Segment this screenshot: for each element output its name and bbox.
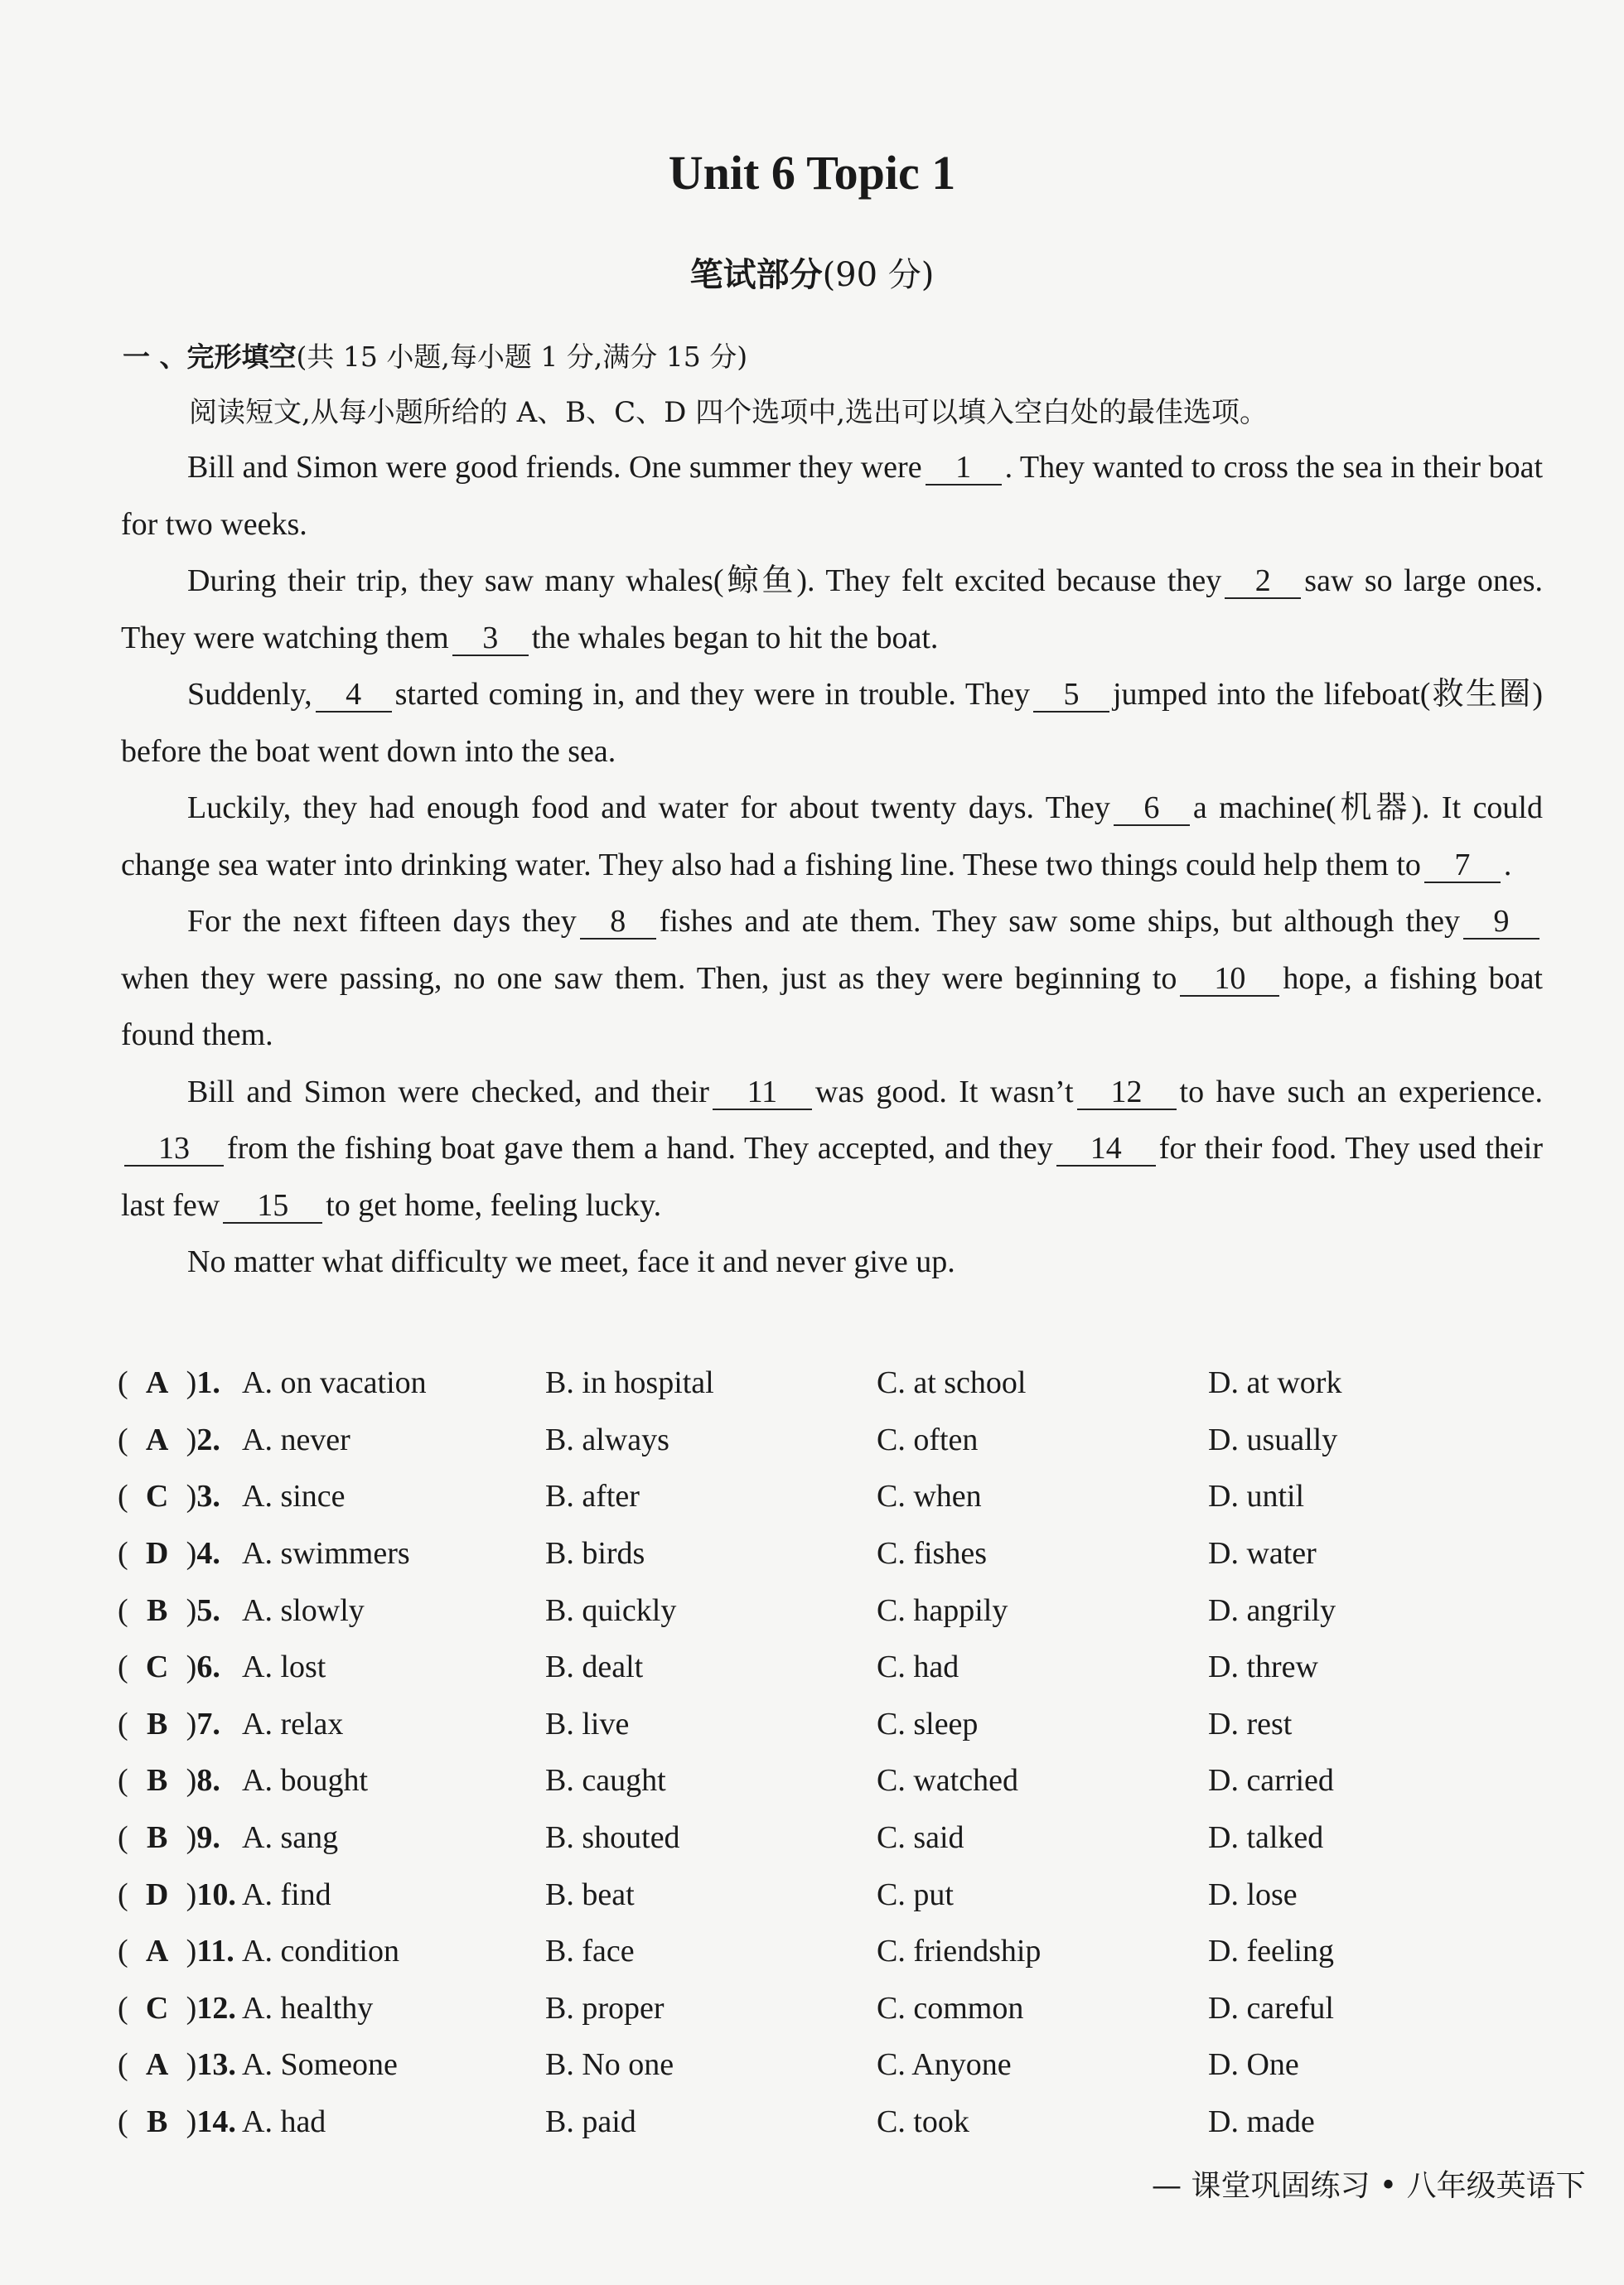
subtitle-main: 笔试部分	[689, 255, 823, 294]
blank-4: 4	[316, 678, 392, 713]
option-a: A. bought	[242, 1763, 368, 1799]
paragraph-4	[121, 780, 1543, 893]
option-c: C. happily	[877, 1592, 1008, 1628]
option-c: C. Anyone	[877, 2047, 1012, 2083]
passage-text: jumped into the lifeboat(救生圈) before the boat went down into the sea.	[121, 677, 1543, 769]
option-c: C. often	[877, 1422, 979, 1457]
page-title: Unit 6 Topic 1	[668, 146, 956, 200]
answer-letter: B	[146, 1820, 168, 1856]
cloze-passage	[121, 439, 1543, 1291]
cloze-section-header	[123, 336, 747, 374]
answer-options	[118, 1355, 1559, 2150]
option-a: A. healthy	[242, 1990, 374, 2026]
answer-letter: C	[145, 1990, 169, 2026]
option-b: B. face	[545, 1934, 635, 1969]
blank-3: 3	[452, 621, 529, 656]
option-b: B. proper	[545, 1990, 665, 2026]
option-b: B. paid	[545, 2104, 636, 2140]
question-row	[118, 1696, 1559, 1753]
answer-letter: C	[145, 1479, 169, 1514]
answer-bracket: ( B ) 5.	[118, 1592, 220, 1628]
option-b: B. dealt	[545, 1650, 644, 1685]
option-a: A. Someone	[242, 2047, 398, 2083]
question-row	[118, 2094, 1559, 2151]
question-row	[118, 1525, 1559, 1582]
option-c: C. took	[877, 2104, 969, 2140]
option-d: D. talked	[1208, 1820, 1324, 1856]
answer-bracket: ( D ) 10.	[118, 1877, 236, 1912]
option-a: A. lost	[242, 1650, 326, 1685]
blank-6: 6	[1114, 791, 1190, 826]
option-b: B. after	[545, 1479, 640, 1514]
option-b: B. shouted	[545, 1820, 680, 1856]
blank-2: 2	[1225, 564, 1301, 599]
answer-bracket: ( A ) 13.	[118, 2047, 236, 2083]
question-row	[118, 1639, 1559, 1696]
answer-letter: A	[145, 1934, 169, 1969]
answer-letter: C	[145, 1650, 169, 1685]
option-a: A. on vacation	[242, 1365, 427, 1401]
option-b: B. live	[545, 1706, 630, 1742]
option-b: B. birds	[545, 1536, 645, 1572]
answer-bracket: ( C ) 3.	[118, 1479, 220, 1514]
option-b: B. in hospital	[545, 1365, 714, 1401]
answer-bracket: ( B ) 9.	[118, 1820, 220, 1856]
passage-text: Bill and Simon were good friends. One summer they were	[187, 450, 922, 485]
answer-letter: B	[146, 2104, 168, 2140]
question-number: 9.	[196, 1820, 220, 1856]
answer-bracket: ( B ) 7.	[118, 1706, 220, 1742]
option-a: A. relax	[242, 1706, 344, 1742]
answer-bracket: ( B ) 8.	[118, 1763, 220, 1799]
option-a: A. had	[242, 2104, 326, 2140]
passage-text: No matter what difficulty we meet, face it and never give up.	[187, 1244, 955, 1279]
blank-9: 9	[1463, 905, 1539, 940]
question-row	[118, 1582, 1559, 1639]
option-d: D. rest	[1208, 1706, 1293, 1742]
option-a: A. never	[242, 1422, 350, 1457]
question-row	[118, 1752, 1559, 1809]
blank-11: 11	[713, 1075, 812, 1110]
passage-text: For the next fifteen days they	[187, 904, 577, 939]
option-d: D. One	[1208, 2047, 1299, 2083]
question-row	[118, 1412, 1559, 1469]
option-c: C. fishes	[877, 1536, 987, 1572]
option-c: C. when	[877, 1479, 982, 1514]
subtitle-points: (90 分)	[822, 256, 935, 294]
passage-text: Bill and Simon were checked, and their	[187, 1074, 709, 1109]
answer-letter: A	[145, 1422, 169, 1457]
option-c: C. sleep	[877, 1706, 979, 1742]
question-number: 5.	[196, 1592, 220, 1628]
option-b: B. always	[545, 1422, 669, 1457]
paragraph-3	[121, 666, 1543, 780]
answer-letter: D	[145, 1536, 169, 1572]
paragraph-5	[121, 893, 1543, 1064]
answer-bracket: ( B ) 14.	[118, 2104, 236, 2140]
option-c: C. friendship	[877, 1934, 1042, 1969]
question-number: 2.	[196, 1422, 220, 1457]
paragraph-2	[121, 553, 1543, 666]
question-number: 11.	[196, 1934, 234, 1969]
answer-bracket: ( C ) 6.	[118, 1650, 220, 1685]
option-c: C. watched	[877, 1763, 1018, 1799]
question-number: 7.	[196, 1706, 220, 1742]
option-d: D. usually	[1208, 1422, 1338, 1457]
answer-letter: D	[145, 1877, 169, 1912]
option-a: A. slowly	[242, 1592, 365, 1628]
section-heading	[0, 249, 1624, 296]
passage-text: was good. It wasn’t	[814, 1074, 1074, 1109]
question-number: 14.	[196, 2104, 236, 2140]
paragraph-7	[121, 1234, 1543, 1291]
answer-bracket: ( A ) 2.	[118, 1422, 220, 1457]
question-row	[118, 1923, 1559, 1980]
option-a: A. find	[242, 1877, 331, 1912]
option-d: D. until	[1208, 1479, 1305, 1514]
answer-letter: B	[146, 1706, 168, 1742]
blank-7: 7	[1424, 848, 1501, 883]
option-b: B. caught	[545, 1763, 666, 1799]
passage-text: During their trip, they saw many whales(鲸鱼). They felt excited because they	[187, 563, 1222, 598]
option-b: B. beat	[545, 1877, 635, 1912]
passage-text: hope, a fishing boat found them.	[121, 960, 1543, 1052]
option-d: D. feeling	[1208, 1934, 1334, 1969]
option-d: D. at work	[1208, 1365, 1342, 1401]
passage-text: when they were passing, no one saw them. Then, just as they were beginning to	[121, 960, 1177, 996]
passage-text: from the fishing boat gave them a hand. They accepted, and they	[227, 1131, 1053, 1166]
question-number: 3.	[196, 1479, 220, 1514]
answer-bracket: ( D ) 4.	[118, 1536, 220, 1572]
blank-15: 15	[223, 1189, 322, 1224]
option-c: C. common	[877, 1990, 1024, 2026]
option-d: D. threw	[1208, 1650, 1318, 1685]
passage-text: to get home, feeling lucky.	[326, 1187, 662, 1223]
question-row	[118, 1866, 1559, 1923]
passage-text: started coming in, and they were in trouble. They	[394, 677, 1030, 712]
option-c: C. had	[877, 1650, 959, 1685]
option-a: A. sang	[242, 1820, 339, 1856]
passage-text: saw so large ones. They were watching them	[121, 563, 1543, 655]
option-d: D. made	[1208, 2104, 1315, 2140]
section-label: 一 、完形填空	[123, 341, 297, 373]
option-a: A. swimmers	[242, 1536, 410, 1572]
blank-13: 13	[124, 1132, 224, 1167]
option-c: C. said	[877, 1820, 964, 1856]
option-a: A. since	[242, 1479, 346, 1514]
blank-1: 1	[926, 451, 1002, 486]
page-footer: — 课堂巩固练习 • 八年级英语下	[1152, 2169, 1586, 2203]
option-b: B. quickly	[545, 1592, 677, 1628]
section-detail: (共 15 小题,每小题 1 分,满分 15 分)	[296, 341, 748, 373]
answer-letter: B	[146, 1763, 168, 1799]
paragraph-1	[121, 439, 1543, 553]
question-row	[118, 1468, 1559, 1525]
answer-letter: B	[146, 1592, 168, 1628]
question-number: 13.	[196, 2047, 236, 2083]
question-number: 6.	[196, 1650, 220, 1685]
paragraph-6	[121, 1064, 1543, 1234]
question-row	[118, 1809, 1559, 1867]
option-d: D. carried	[1208, 1763, 1334, 1799]
passage-text: to have such an experience.	[1179, 1074, 1544, 1109]
passage-text: .	[1503, 847, 1512, 882]
question-number: 12.	[196, 1990, 236, 2026]
passage-text: Luckily, they had enough food and water for about twenty days. They	[187, 790, 1110, 825]
option-d: D. water	[1208, 1536, 1317, 1572]
answer-bracket: ( A ) 1.	[118, 1365, 220, 1401]
question-number: 10.	[196, 1877, 236, 1912]
blank-10: 10	[1180, 962, 1279, 997]
passage-text: Suddenly,	[187, 677, 312, 712]
blank-14: 14	[1056, 1132, 1156, 1167]
question-number: 8.	[196, 1763, 220, 1799]
option-d: D. lose	[1208, 1877, 1298, 1912]
passage-text: the whales began to hit the boat.	[531, 620, 939, 655]
question-row	[118, 1980, 1559, 2037]
question-number: 1.	[196, 1365, 220, 1401]
instruction-text: 阅读短文,从每小题所给的 A、B、C、D 四个选项中,选出可以填入空白处的最佳选项。	[189, 396, 1269, 429]
question-row	[118, 1355, 1559, 1412]
option-c: C. at school	[877, 1365, 1027, 1401]
blank-12: 12	[1077, 1075, 1177, 1110]
answer-bracket: ( C ) 12.	[118, 1990, 236, 2026]
option-d: D. careful	[1208, 1990, 1334, 2026]
passage-text: a machine(机器). It could change sea water into drinking water. They also had a fishing line. These two things could help them to	[121, 790, 1543, 882]
option-c: C. put	[877, 1877, 954, 1912]
option-a: A. condition	[242, 1934, 399, 1969]
answer-letter: A	[145, 2047, 169, 2083]
passage-text: . They wanted to cross the sea in their boat for two weeks.	[121, 450, 1543, 542]
blank-8: 8	[580, 905, 656, 940]
question-row	[118, 2036, 1559, 2094]
passage-text: fishes and ate them. They saw some ships, but although they	[659, 904, 1460, 939]
option-d: D. angrily	[1208, 1592, 1336, 1628]
option-b: B. No one	[545, 2047, 674, 2083]
answer-letter: A	[145, 1365, 169, 1401]
answer-bracket: ( A ) 11.	[118, 1934, 234, 1969]
question-number: 4.	[196, 1536, 220, 1572]
blank-5: 5	[1033, 678, 1109, 713]
passage-text: for their food. They used their last few	[121, 1131, 1543, 1223]
